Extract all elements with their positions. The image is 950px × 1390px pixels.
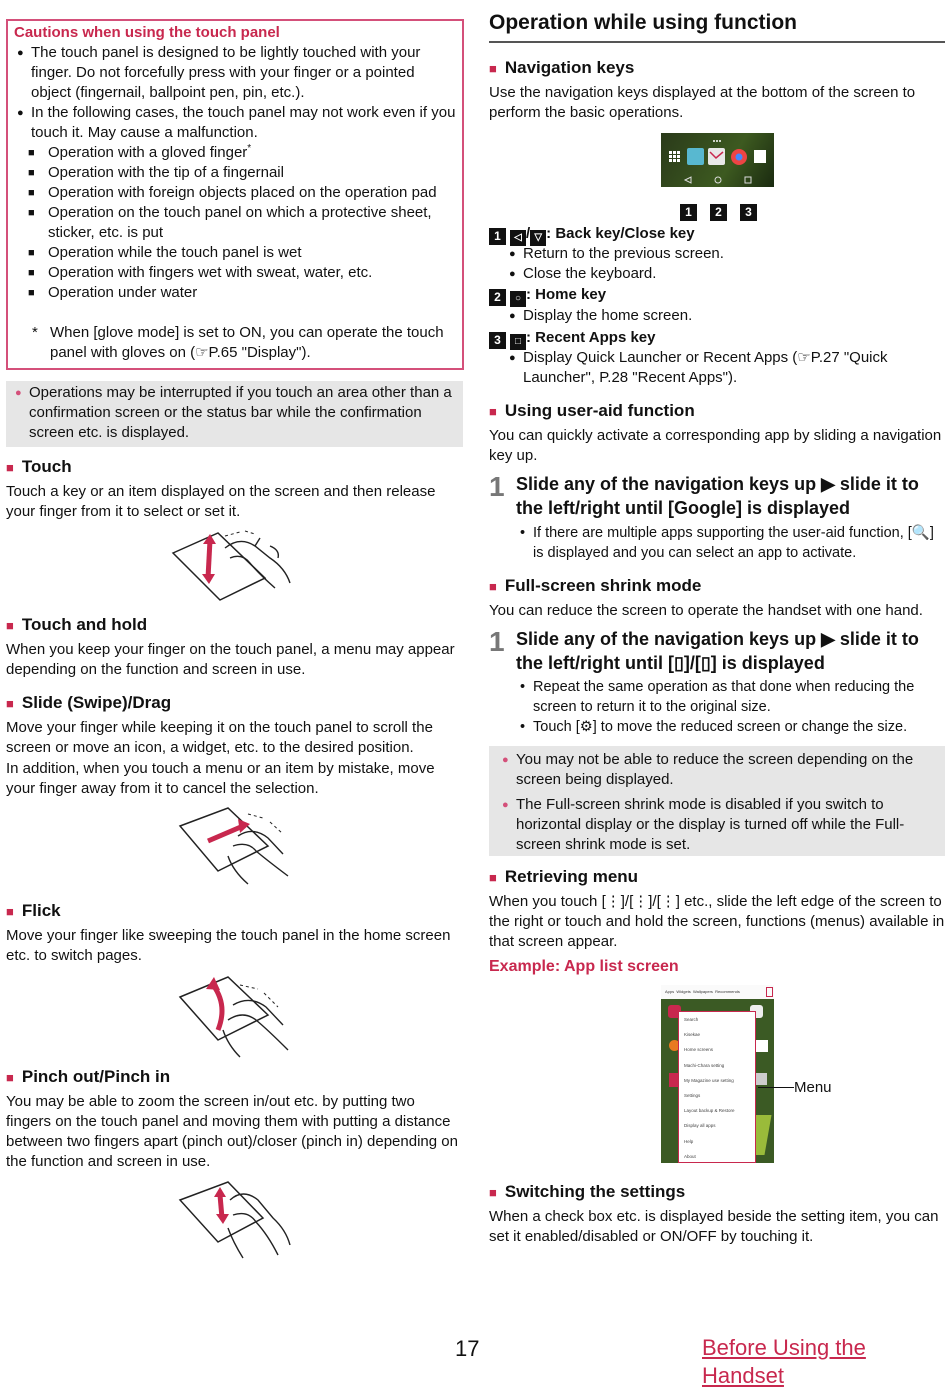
slide-body-2: In addition, when you touch a menu or an item by mistake, move your finger away from it to cancel the selection. [6, 760, 435, 797]
pinch-heading: ■ Pinch out/Pinch in [6, 1066, 170, 1089]
recent-apps-key-icon: □ [510, 334, 526, 350]
switching-body: When a check box etc. is displayed beside the setting item, you can set it enabled/disabled or ON/OFF by touching it. [489, 1208, 939, 1245]
shrink-note-box: ● You may not be able to reduce the screen depending on the screen being displayed. ● The Full-screen shrink mode is disabled if you switch to horizontal display or the display is turned off while the Full-screen shrink mode is set. [489, 746, 945, 856]
section-link[interactable]: Before Using the Handset [702, 1335, 866, 1388]
caution-footnote: * When [glove mode] is set to ON, you can operate the touch panel with gloves on (☞P.65 "Display"). [32, 324, 444, 361]
cautions-box [6, 19, 464, 370]
home-key-title: 2 ○ : Home key [489, 285, 945, 307]
app-list-screenshot: Apps Widgets Wallpapers Recommends Search Kisekae Home screens Machi-Chara setting My Magazine use setting Settings Layout backup & Restore Display all apps Help About [661, 985, 774, 1163]
recent-apps-key-items: ● Display Quick Launcher or Recent Apps (☞P.27 "Quick Launcher", P.28 "Recent Apps"). [506, 348, 946, 388]
touch-heading: ■ Touch [6, 456, 72, 479]
user-aid-step-number: 1 [489, 471, 505, 502]
user-aid-dot: • If there are multiple apps supporting the user-aid function, [🔍] is displayed and you can select an app to activate. [516, 523, 946, 563]
caution-bullet-1: ● The touch panel is designed to be lightly touched with your finger. Do not forcefully press with your finger or a pointed object (fingernail, ballpoint pen, pin, etc.). [14, 43, 456, 103]
caution-case: ■ Operation on the touch panel on which a protective sheet, sticker, etc. is put [14, 203, 456, 243]
note-text: ● Operations may be interrupted if you touch an area other than a confirmation screen or the status bar while the confirmation screen etc. is displayed. [12, 383, 457, 443]
page-title: Operation while using function [489, 9, 945, 43]
note-box [6, 381, 463, 447]
nav-keys-heading: ■ Navigation keys [489, 57, 634, 80]
user-aid-step: Slide any of the navigation keys up ▶ slide it to the left/right until [Google] is displayed [516, 474, 919, 518]
switching-heading: ■ Switching the settings [489, 1181, 685, 1204]
user-aid-heading: ■ Using user-aid function [489, 400, 695, 423]
shrink-heading: ■ Full-screen shrink mode [489, 575, 701, 598]
menu-heading: ■ Retrieving menu [489, 866, 638, 889]
caution-case: ■ Operation with foreign objects placed on the operation pad [14, 183, 456, 203]
menu-example-label: Example: App list screen [489, 958, 679, 975]
menu-callout-label: Menu [794, 1079, 832, 1096]
pinch-gesture-illustration [178, 1180, 293, 1260]
pinch-body: You may be able to zoom the screen in/out etc. by putting two fingers on the touch panel and moving them with putting a distance between two fingers apart (pinch out)/closer (pinch in) depending on the function and screen in use. [6, 1093, 458, 1170]
slide-heading: ■ Slide (Swipe)/Drag [6, 692, 171, 715]
slide-body-1: Move your finger while keeping it on the touch panel to scroll the screen or move an icon, a widget, etc. to the desired position. [6, 719, 433, 756]
home-key-items: ● Display the home screen. [506, 306, 946, 326]
flick-heading: ■ Flick [6, 900, 61, 923]
nav-key-label-2: 2 [710, 200, 731, 221]
caution-case: ■ Operation with a gloved finger* [14, 143, 456, 163]
touch-hold-body: When you keep your finger on the touch panel, a menu may appear depending on the function and screen in use. [6, 641, 455, 678]
cautions-title: Cautions when using the touch panel [14, 24, 280, 41]
close-key-icon: ▽ [530, 230, 546, 246]
touch-hold-heading: ■ Touch and hold [6, 614, 147, 637]
page-number: 17 [455, 1336, 480, 1361]
home-key-icon: ○ [510, 291, 526, 307]
touch-body: Touch a key or an item displayed on the screen and then release your finger from it to select or set it. [6, 483, 436, 520]
back-key-title: 1 ◁ / ▽ : Back key/Close key [489, 224, 945, 246]
caution-case: ■ Operation while the touch panel is wet [14, 243, 456, 263]
caution-case: ■ Operation under water [14, 283, 456, 303]
recent-apps-key-title: 3 □ : Recent Apps key [489, 328, 945, 350]
nav-key-label-3: 3 [740, 200, 761, 221]
shrink-step-number: 1 [489, 626, 505, 657]
slide-gesture-illustration [178, 806, 293, 886]
nav-keys-body: Use the navigation keys displayed at the bottom of the screen to perform the basic operations. [489, 84, 916, 121]
caution-bullet-2: ● In the following cases, the touch panel may not work even if you touch it. May cause a malfunction. [14, 103, 456, 143]
app-list-menu: Search Kisekae Home screens Machi-Chara setting My Magazine use setting Settings Layout backup & Restore Display all apps Help About [678, 1011, 756, 1163]
shrink-body: You can reduce the screen to operate the handset with one hand. [489, 602, 923, 619]
menu-body: When you touch [⋮]/[⋮]/[⋮] etc., slide the left edge of the screen to the right or touch and hold the screen, functions (menus) available in that screen appear. [489, 893, 945, 950]
caution-case: ■ Operation with the tip of a fingernail [14, 163, 456, 183]
flick-gesture-illustration [178, 975, 293, 1060]
back-key-items: ● Return to the previous screen. ● Close the keyboard. [506, 244, 946, 284]
shrink-dots: • Repeat the same operation as that done when reducing the screen to return it to the original size. • Touch [⚙] to move the reduced screen or change the size. [516, 677, 946, 737]
back-key-icon: ◁ [510, 230, 526, 246]
shrink-step: Slide any of the navigation keys up ▶ slide it to the left/right until [▯]/[▯] is displayed [516, 629, 919, 673]
navigation-bar-screenshot [661, 133, 774, 187]
touch-gesture-illustration [170, 528, 300, 603]
caution-case: ■ Operation with fingers wet with sweat, water, etc. [14, 263, 456, 283]
nav-key-label-1: 1 [680, 200, 701, 221]
user-aid-body: You can quickly activate a corresponding app by sliding a navigation key up. [489, 427, 942, 464]
flick-body: Move your finger like sweeping the touch panel in the home screen etc. to switch pages. [6, 927, 451, 964]
menu-callout-line [758, 1087, 794, 1088]
